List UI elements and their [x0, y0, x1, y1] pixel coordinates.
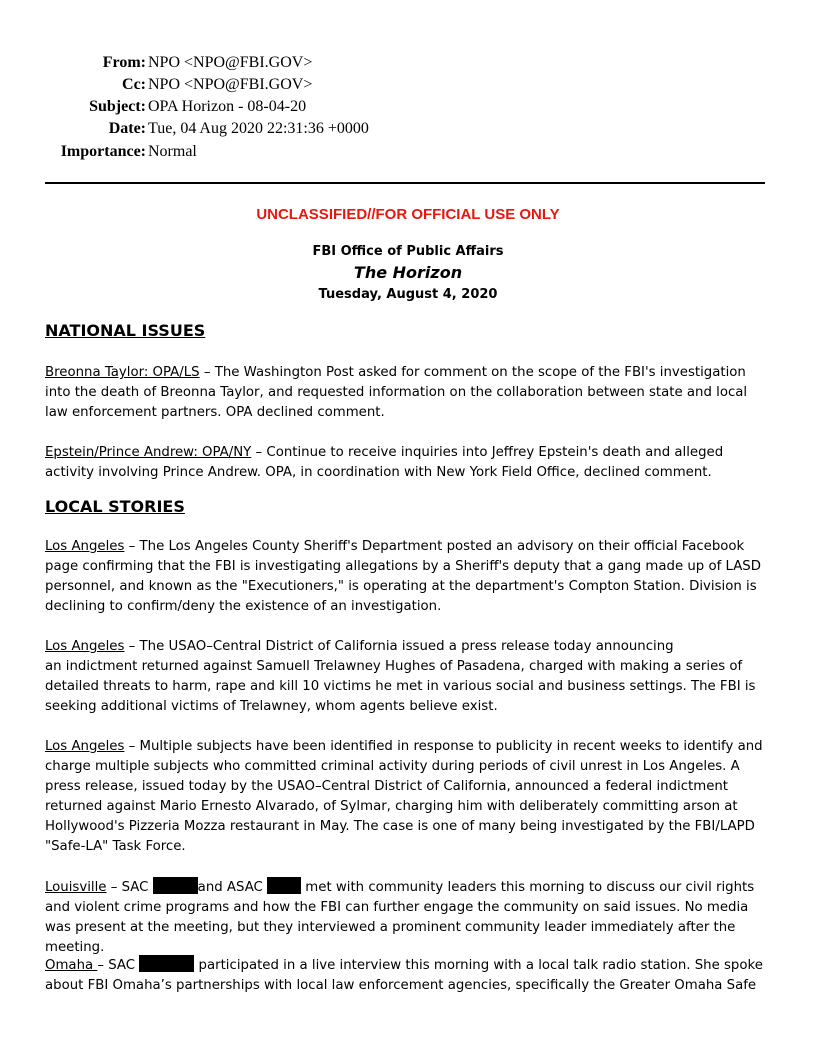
- cc-row: [0, 74, 816, 96]
- item-label: Los Angeles: [45, 639, 125, 654]
- item-text-continued: an indictment returned against Samuell Trelawney Hughes of Pasadena, charged with making a series of detailed threats to harm, rape and kill 10 victims he met in various social and business settings. The FBI is seeking additional victims of Trelawney, whom agents believe exist.: [45, 659, 756, 714]
- subject-row: [0, 96, 816, 118]
- date-label: Date:: [108, 120, 146, 137]
- item-label: Breonna Taylor: OPA/LS: [45, 365, 200, 380]
- national-item-epstein: [45, 443, 769, 483]
- item-text: – SAC: [106, 880, 153, 895]
- local-item-louisville: [45, 877, 769, 958]
- item-text: – SAC: [97, 958, 140, 973]
- newsletter-date: Tuesday, August 4, 2020: [318, 287, 498, 302]
- importance-row: [0, 141, 816, 163]
- item-text: – The USAO–Central District of California issued a press release today announcing: [124, 639, 674, 654]
- cc-value: NPO <NPO@FBI.GOV>: [148, 76, 313, 93]
- national-item-breonna-taylor: [45, 363, 769, 423]
- item-label: Los Angeles: [45, 739, 125, 754]
- date-value: Tue, 04 Aug 2020 22:31:36 +0000: [148, 120, 369, 137]
- subject-label: Subject:: [89, 98, 146, 115]
- classification-banner: UNCLASSIFIED//FOR OFFICIAL USE ONLY: [256, 206, 560, 223]
- local-item-la-indictment: [45, 637, 769, 717]
- local-item-omaha: [45, 955, 769, 996]
- item-label: Omaha: [45, 958, 98, 973]
- date-row: [0, 118, 816, 140]
- importance-value: Normal: [148, 143, 197, 160]
- office-name: FBI Office of Public Affairs: [312, 244, 504, 259]
- item-text: – The Washington Post asked for comment on the scope of the FBI's investigation into the death of Breonna Taylor, and requested information on the collaboration between state and local law enforcement partners. OPA declined comment.: [45, 365, 748, 420]
- redaction-box: [153, 877, 198, 894]
- item-text: – The Los Angeles County Sheriff's Department posted an advisory on their official Facebook page confirming that the FBI is investigating allegations by a Sheriff's deputy that a gang made up of LASD personnel, and known as the "Executioners," is operating at the department's Compton Station. Division is declining to confirm/deny the existence of an investigation.: [45, 539, 761, 614]
- item-text: met with community leaders this morning to discuss our civil rights and violent crime programs and how the FBI can further engage the community on said issues. No media was present at the meeting, but they interviewed a prominent community leader immediately after the meeting.: [45, 880, 755, 955]
- from-value: NPO <NPO@FBI.GOV>: [148, 54, 313, 71]
- cc-label: Cc:: [122, 76, 146, 93]
- local-stories-heading: LOCAL STORIES: [45, 497, 185, 516]
- item-text-continued: press release, issued today by the USAO–Central District of California, announced a federal indictment returned against Mario Ernesto Alvarado, of Sylmar, charging him with deliberately committing arson at Hollywood's Pizzeria Mozza restaurant in May. The case is one of many being investigated by the FBI/LAPD "Safe-LA" Task Force.: [45, 779, 755, 854]
- from-row: [0, 52, 816, 74]
- redaction-box: [139, 955, 194, 972]
- from-label: From:: [102, 54, 146, 71]
- newsletter-title: The Horizon: [353, 263, 463, 282]
- local-item-la-civil-unrest: [45, 737, 769, 857]
- item-text: participated in a live interview this morning with a local talk radio station. She spoke about FBI Omaha’s partnerships with local law enforcement agencies, specifically the Greater Omaha Safe: [45, 958, 763, 993]
- item-label: Los Angeles: [45, 539, 125, 554]
- importance-label: Importance:: [60, 143, 146, 160]
- subject-value: OPA Horizon - 08-04-20: [148, 98, 307, 115]
- item-text: – Continue to receive inquiries into Jeffrey Epstein's death and alleged activity involving Prince Andrew. OPA, in coordination with New York Field Office, declined comment.: [45, 445, 724, 480]
- local-item-la-sheriff: [45, 537, 769, 617]
- national-issues-heading: NATIONAL ISSUES: [45, 321, 206, 340]
- redaction-box: [267, 877, 301, 894]
- header-divider: [45, 182, 765, 184]
- item-label: Epstein/Prince Andrew: OPA/NY: [45, 445, 252, 460]
- item-text: and ASAC: [197, 880, 268, 895]
- item-label: Louisville: [45, 880, 107, 895]
- item-text: – Multiple subjects have been identified in response to publicity in recent weeks to identify and charge multiple subjects who committed criminal activity during periods of civil unrest in Los Angeles. A: [45, 739, 763, 774]
